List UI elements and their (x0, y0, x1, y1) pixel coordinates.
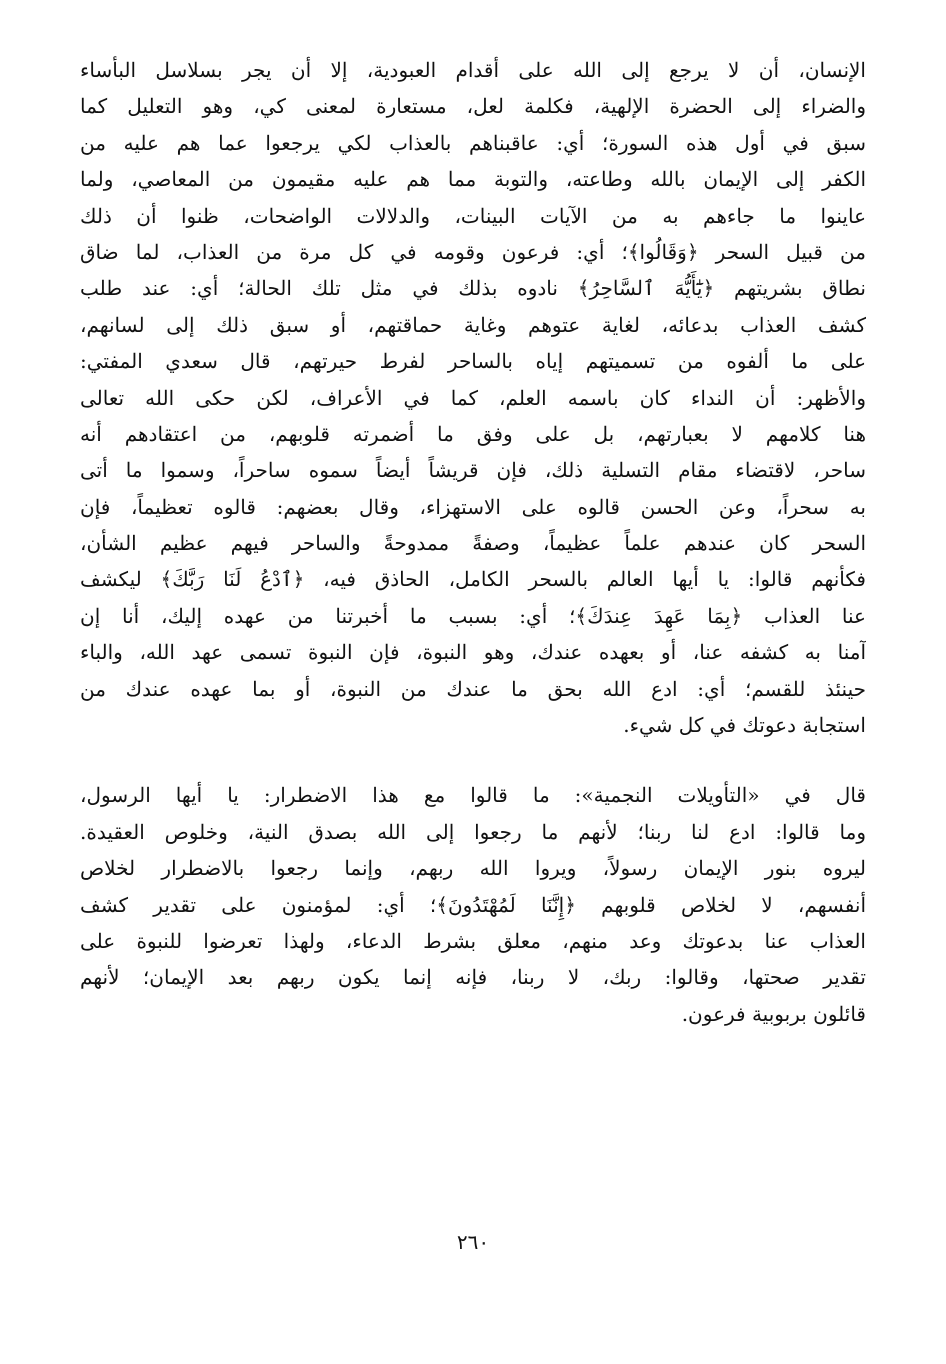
text-line: حينئذ للقسم؛ أي: ادع الله بحق ما عندك من النبوة، أو بما عهده عندك من (80, 676, 866, 701)
text-line: ساحر، لاقتضاء مقام التسلية ذلك، فإن قريشاً أيضاً سموه ساحراً، وسموا ما أتى (80, 458, 866, 483)
text-line: كشف العذاب بدعائه، لغاية عتوهم وغاية حماقتهم، أو سبق ذلك إلى لسانهم، (80, 312, 866, 337)
text-line: والضراء إلى الحضرة الإلهية، فكلمة لعل، مستعارة لمعنى كي، وهو التعليل كما (80, 94, 866, 119)
paragraph-gap (80, 743, 866, 777)
text-line: وما قالوا: ادع لنا ربنا؛ لأنهم ما رجعوا إلى الله بصدق النية، وخلوص العقيدة. (80, 819, 866, 844)
text-line: عنا العذاب ﴿بِمَا عَهِدَ عِندَكَ﴾؛ أي: بسبب ما أخبرتنا من عهده إليك، أنا إن (80, 603, 866, 628)
text-line: استجابة دعوتك في كل شيء. (623, 713, 866, 738)
paragraph-1 (80, 52, 866, 743)
paragraph-2 (80, 777, 866, 1032)
text-line: سبق في أول هذه السورة؛ أي: عاقبناهم بالعذاب لكي يرجعوا عما هم عليه من (80, 130, 866, 155)
page-text-body (80, 52, 866, 1032)
text-line: الكفر إلى الإيمان بالله وطاعته، والتوبة مما هم عليه مقيمون من المعاصي، ولما (80, 167, 866, 192)
text-line: على ما ألفوه من تسميتهم إياه بالساحر لفرط حيرتهم، قال سعدي المفتي: (80, 349, 866, 374)
text-line: والأظهر: أن النداء كان باسمه العلم، كما في الأعراف، لكن حكى الله تعالى (80, 385, 866, 410)
text-line: العذاب عنا بدعوتك وعد منهم، معلق بشرط الدعاء، ولهذا تعرضوا للنبوة على (80, 928, 866, 953)
text-line: عاينوا ما جاءهم به من الآيات البينات، والدلالات الواضحات، ظنوا أن ذلك (80, 203, 866, 228)
text-line: السحر كان عندهم علماً عظيماً، وصفةً ممدوحةً والساحر فيهم عظيم الشأن، (80, 531, 866, 556)
text-line: هنا كلامهم لا بعبارتهم، بل على وفق ما أضمرته قلوبهم، من اعتقادهم أنه (80, 421, 866, 446)
text-line: أنفسهم، لا لخلاص قلوبهم ﴿إِنَّنَا لَمُهْتَدُونَ﴾؛ أي: لمؤمنون على تقدير كشف (80, 892, 866, 917)
text-line: آمنا به كشفه عنا، أو بعهده عندك، وهو النبوة، فإن النبوة تسمى عهد الله، والباء (80, 640, 866, 665)
text-line: ليروه بنور الإيمان رسولاً، ويروا الله ربهم، وإنما رجعوا بالاضطرار لخلاص (80, 856, 866, 881)
text-line: قائلون بربوبية فرعون. (681, 1001, 866, 1026)
page-number: ٢٦٠ (456, 1230, 490, 1254)
text-line: من قبيل السحر ﴿وَقَالُوا﴾؛ أي: فرعون وقومه في كل مرة من العذاب، لما ضاق (80, 239, 866, 264)
text-line: به سحراً، وعن الحسن قالوه على الاستهزاء، وقال بعضهم: قالوه تعظيماً، فإن (80, 494, 866, 519)
text-line: تقدير صحتها، وقالوا: ربك، لا ربنا، فإنه إنما يكون ربهم بعد الإيمان؛ لأنهم (80, 965, 866, 990)
text-line: الإنسان، أن لا يرجع إلى الله على أقدام العبودية، إلا أن يجر بسلاسل البأساء (80, 58, 866, 82)
text-line: قال في «التأويلات النجمية»: ما قالوا مع هذا الاضطرار: يا أيها الرسول، (80, 783, 866, 808)
text-line: نطاق بشريتهم ﴿يَٰٓأَيُّهَ ٱلسَّاحِرُ﴾ نادوه بذلك في مثل تلك الحالة؛ أي: عند طلب (80, 276, 866, 301)
text-line: فكأنهم قالوا: يا أيها العالم بالسحر الكامل، الحاذق فيه، ﴿ٱدْعُ لَنَا رَبَّكَ﴾ ليكشف (80, 567, 866, 592)
